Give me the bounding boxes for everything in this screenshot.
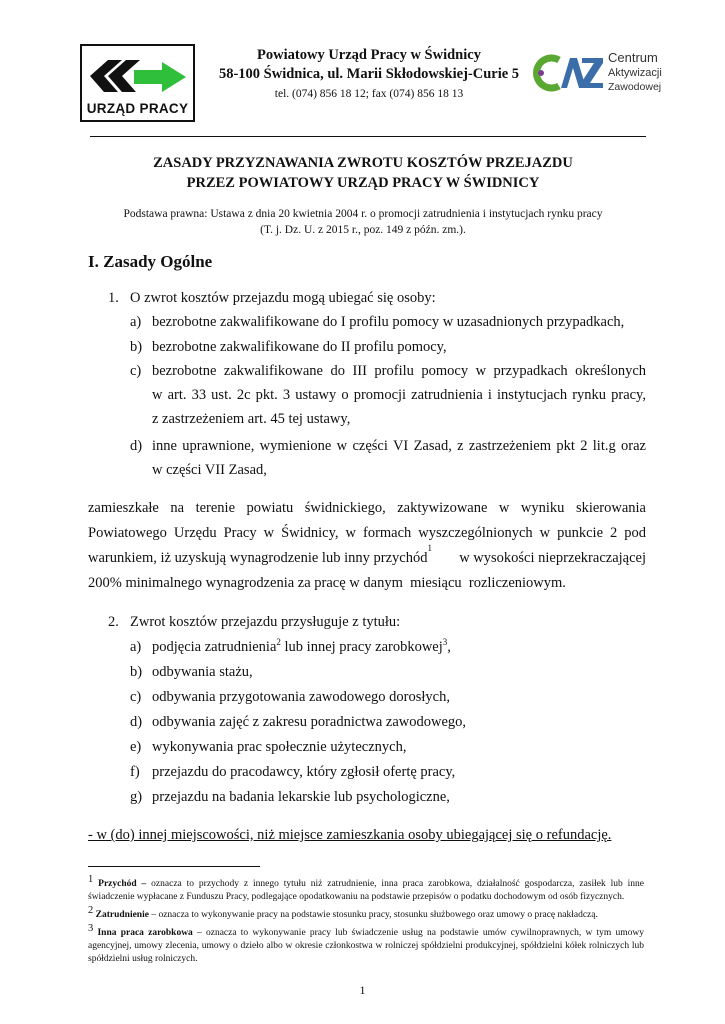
footnote-1 [88, 873, 644, 904]
paragraph-line4: 200% minimalnego wynagrodzenia za pracę w danym miesiącu rozliczeniowym. [88, 575, 566, 591]
point2-item-a-part2: lub innej pracy zarobkowej [280, 639, 443, 655]
point1-text: O zwrot kosztów przejazdu mogą ubiegać się osoby: [130, 290, 436, 306]
point2-item-a-letter: a) [130, 639, 142, 655]
footnote-2-number: 2 [88, 904, 94, 916]
point1-item-b: bezrobotne zakwalifikowane do II profilu pomocy, [152, 339, 447, 355]
point2-item-b-letter: b) [130, 664, 143, 680]
point1-item-a: bezrobotne zakwalifikowane do I profilu pomocy w uzasadnionych przypadkach, [152, 314, 625, 330]
paragraph-line3-b: w wysokości nieprzekraczającej [455, 550, 646, 566]
header-divider [90, 136, 646, 137]
point2-number: 2. [108, 614, 119, 630]
point2-item-e-letter: e) [130, 739, 142, 755]
point2-item-g-letter: g) [130, 789, 143, 805]
footnote-ref-1: 1 [427, 543, 432, 553]
legal-basis-line1: Podstawa prawna: Ustawa z dnia 20 kwietnia 2004 r. o promocji zatrudnienia i instytucjach rynku pracy [123, 208, 603, 220]
point2-item-f-letter: f) [130, 764, 140, 780]
document-title [80, 153, 646, 193]
footnote-3-text: – oznacza to wykonywanie pracy lub świadczenie usług na podstawie umów cywilnoprawnych, w tym umowy agencyjnej, umowy zlecenia, umowy o dzieło albo w okresie członkostwa w rolniczej spółdzielni produkcyjnej, spółdzielni kółek rolniczych lub spółdzielni usług rolniczych. [88, 928, 645, 964]
point2-item-a-part3: , [447, 639, 451, 655]
footnote-1-term: Przychód – [98, 879, 147, 889]
footnote-ref-3: 3 [442, 637, 448, 648]
footnote-3-number: 3 [88, 922, 94, 934]
paragraph-line1: zamieszkałe na terenie powiatu świdnickiego, zaktywizowane w wyniku skierowania [88, 500, 646, 516]
paragraph-line3-a: warunkiem, iż uzyskują wynagrodzenie lub inny przychód [88, 550, 428, 566]
point2-item-d-letter: d) [130, 714, 143, 730]
point2-item-b: odbywania stażu, [152, 664, 253, 680]
footnote-1-text: oznacza to przychody z innego tytułu niż zatrudnienie, inna praca zarobkowa, działalność gospodarcza, zasiłek lub inne świadczenie wypłacane z Funduszu Pracy, podlegające opodatkowaniu na podstawie przepisów o podatku dochodowym od osób fizycznych. [88, 879, 644, 902]
office-address: 58-100 Świdnica, ul. Marii Skłodowskiej-Curie 5 [218, 66, 520, 82]
title-line2: PRZEZ POWIATOWY URZĄD PRACY W ŚWIDNICY [186, 175, 540, 191]
urzad-pracy-logo [80, 44, 195, 122]
footnote-1-number: 1 [88, 873, 94, 885]
point1-item-d-line2: w części VII Zasad, [152, 462, 267, 478]
paragraph-line2: Powiatowego Urzędu Pracy w Świdnicy, w formach wyszczególnionych w punkcie 2 pod [88, 525, 646, 541]
office-name: Powiatowy Urząd Pracy w Świdnicy [257, 47, 481, 63]
point2-item-f: przejazdu do pracodawcy, który zgłosił ofertę pracy, [152, 764, 456, 780]
point2-item-d: odbywania zajęć z zakresu poradnictwa zawodowego, [152, 714, 467, 730]
caz-label-line1: Centrum [608, 50, 658, 65]
point2-text: Zwrot kosztów przejazdu przysługuje z tytułu: [130, 614, 401, 630]
caz-logo-mark-icon [533, 50, 605, 96]
footnote-divider [88, 866, 260, 867]
caz-label-line2: Aktywizacji [608, 67, 662, 79]
footnote-2 [88, 904, 644, 922]
point2-item-a-part1: podjęcia zatrudnienia [152, 639, 277, 655]
legal-basis-line2: (T. j. Dz. U. z 2015 r., poz. 149 z późn. zm.). [260, 224, 466, 236]
footnote-2-text: – oznacza to wykonywanie pracy na podstawie stosunku pracy, stosunku służbowego oraz umowy o pracę nakładczą. [148, 910, 598, 920]
point2-item-g: przejazdu na badania lekarskie lub psychologiczne, [152, 789, 450, 805]
title-line1: ZASADY PRZYZNAWANIA ZWROTU KOSZTÓW PRZEJAZDU [153, 155, 573, 171]
logo-arrows-icon [86, 50, 189, 102]
point1-item-d-letter: d) [130, 438, 143, 454]
point1-item-c-line3: z zastrzeżeniem art. 45 tej ustawy, [152, 411, 351, 427]
point1-item-b-letter: b) [130, 339, 143, 355]
point2-item-c: odbywania przygotowania zawodowego dorosłych, [152, 689, 450, 705]
office-phone-fax: tel. (074) 856 18 12; fax (074) 856 18 13 [274, 88, 464, 100]
point1-item-c-line2: w art. 33 ust. 2c pkt. 3 ustawy o promocji zatrudnienia i instytucjach rynku pracy, [152, 387, 646, 403]
footnote-3-term: Inna praca zarobkowa [97, 928, 193, 938]
point1-item-a-letter: a) [130, 314, 142, 330]
header-address [198, 46, 540, 102]
point2-item-a [152, 637, 451, 657]
closing-line: - w (do) innej miejscowości, niż miejsce zamieszkania osoby ubiegającej się o refundację. [88, 827, 612, 843]
footnote-ref-2: 2 [276, 637, 281, 648]
caz-logo [533, 50, 663, 100]
logo-left-text: URZĄD PRACY [86, 101, 189, 116]
paragraph-line3 [88, 543, 646, 568]
point2-item-c-letter: c) [130, 689, 142, 705]
point1-item-d-line1: inne uprawnione, wymienione w części VI Zasad, z zastrzeżeniem pkt 2 lit.g oraz [152, 438, 646, 454]
point2-item-e: wykonywania prac społecznie użytecznych, [152, 739, 407, 755]
legal-basis [80, 206, 646, 238]
point1-item-c-line1: bezrobotne zakwalifikowane do III profilu pomocy w przypadkach określonych [152, 363, 646, 379]
footnote-3 [88, 922, 645, 966]
point1-item-c-letter: c) [130, 363, 142, 379]
page-number: 1 [359, 983, 366, 997]
section-heading: I. Zasady Ogólne [88, 252, 213, 271]
footnote-2-term: Zatrudnienie [95, 910, 149, 920]
point1-number: 1. [108, 290, 119, 306]
caz-label-line3: Zawodowej [608, 81, 662, 93]
